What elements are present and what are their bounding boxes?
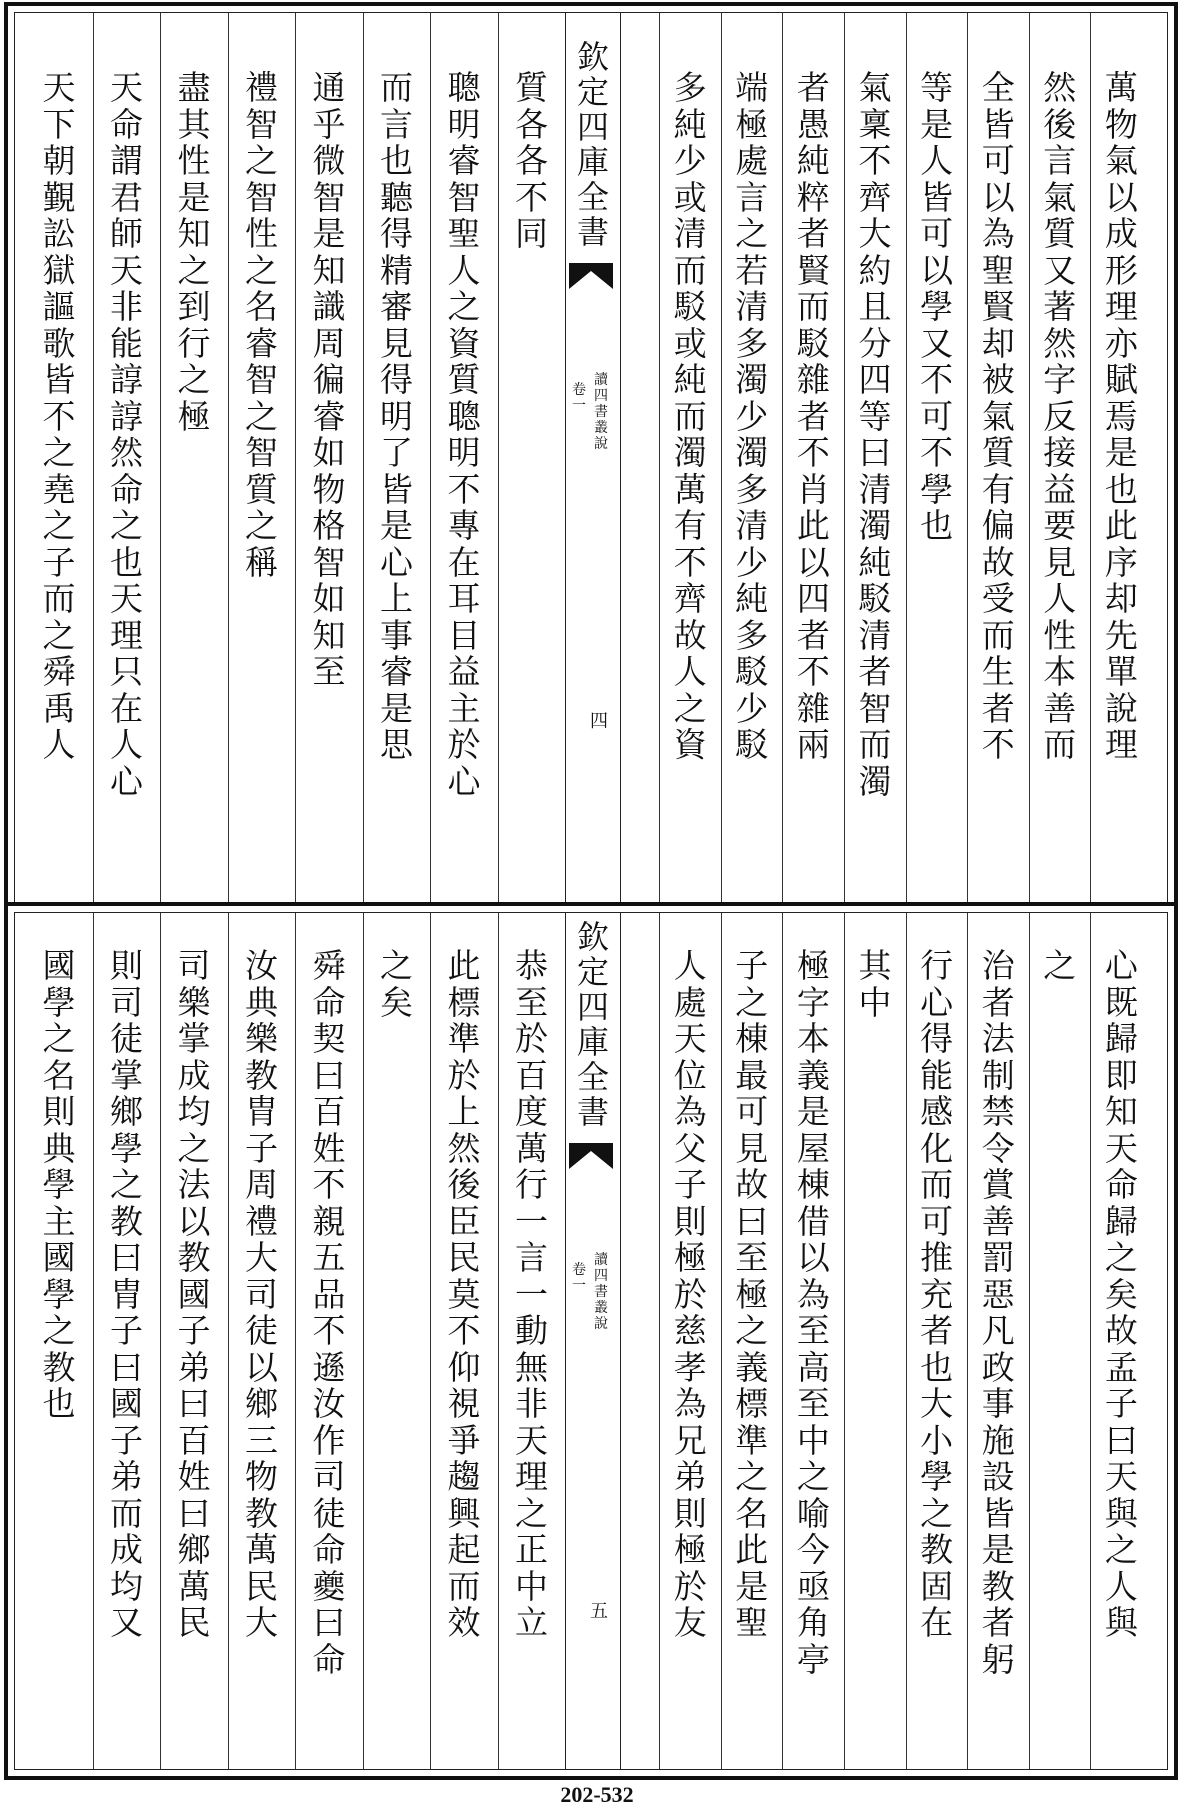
lower-text-column: 此 標 準 於 上 然 後 臣 民 莫 不 仰 視 爭 趨 興 起 而 效	[447, 946, 481, 1642]
upper-text-column: 聰 明 睿 智 聖 人 之 資 質 聰 明 不 專 在 耳 目 益 主 於 心	[447, 68, 481, 801]
upper-text-column: 盡 其 性 是 知 之 到 行 之 極	[177, 68, 211, 436]
lower-column-rule	[498, 913, 499, 1769]
lower-page	[4, 902, 1178, 1780]
lower-text-column: 極 字 本 義 是 屋 棟 借 以 為 至 高 至 中 之 喻 今 亟 角 亭	[796, 946, 830, 1679]
lower-text-column: 之 矣	[380, 946, 413, 1022]
lower-column-rule	[160, 913, 161, 1769]
upper-text-column: 者 愚 純 粹 者 賢 而 駁 雜 者 不 肖 此 以 四 者 不 雜 兩	[796, 68, 830, 764]
lower-text-column: 其 中	[858, 946, 892, 1022]
lower-column-rule	[721, 913, 722, 1769]
upper-running-title: 欽 定 四 庫 全 書	[576, 38, 609, 251]
lower-column-rule	[906, 913, 907, 1769]
lower-text-column: 則 司 徒 掌 鄉 學 之 教 曰 胄 子 曰 國 子 弟 而 成 均 又	[110, 946, 143, 1642]
lower-column-rule	[844, 913, 845, 1769]
upper-text-column: 端 極 處 言 之 若 清 多 濁 少 濁 多 清 少 純 多 駁 少 駁	[735, 68, 769, 764]
upper-text-column: 然 後 言 氣 質 又 著 然 字 反 接 益 要 見 人 性 本 善 而	[1043, 68, 1077, 764]
lower-column-rule	[295, 913, 296, 1769]
lower-text-column: 行 心 得 能 感 化 而 可 推 充 者 也 大 小 學 之 教 固 在	[920, 946, 954, 1642]
lower-page-number: 五	[590, 1601, 608, 1622]
upper-book-name: 讀 四 書 叢 說	[594, 372, 608, 452]
lower-text-column: 人 處 天 位 為 父 子 則 極 於 慈 孝 為 兄 弟 則 極 於 友	[673, 946, 707, 1642]
lower-column-rule	[967, 913, 968, 1769]
lower-text-column: 子 之 棟 最 可 見 故 曰 至 極 之 義 標 準 之 名 此 是 聖	[735, 946, 769, 1642]
lower-column-rule	[430, 913, 431, 1769]
lower-column-rule	[782, 913, 783, 1769]
upper-fish-tail-mark	[569, 263, 613, 289]
lower-juan: 卷 一	[572, 1262, 586, 1294]
lower-fish-tail-mark	[569, 1143, 613, 1169]
lower-text-column: 國 學 之 名 則 典 學 主 國 學 之 教 也	[42, 946, 76, 1423]
upper-text-column: 通 乎 微 智 是 知 識 周 徧 睿 如 物 格 智 如 知 至	[312, 68, 346, 691]
lower-column-rule	[93, 913, 94, 1769]
lower-book-name: 讀 四 書 叢 說	[594, 1252, 608, 1332]
upper-text-column: 禮 智 之 智 性 之 名 睿 智 之 智 質 之 稱	[245, 68, 278, 582]
upper-text-column: 質 各 各 不 同	[515, 68, 548, 253]
lower-center-column	[565, 913, 621, 1769]
lower-text-column: 心 既 歸 即 知 天 命 歸 之 矣 故 孟 子 曰 天 與 之 人 與	[1104, 946, 1138, 1642]
upper-juan: 卷 一	[572, 382, 586, 414]
lower-text-column: 治 者 法 制 禁 令 賞 善 罰 惡 凡 政 事 施 設 皆 是 教 者 躬	[981, 946, 1015, 1679]
lower-column-rule	[1029, 913, 1030, 1769]
upper-text-column: 而 言 也 聽 得 精 審 見 得 明 了 皆 是 心 上 事 睿 是 思	[380, 68, 413, 764]
lower-column-rule	[363, 913, 364, 1769]
lower-text-column: 司 樂 掌 成 均 之 法 以 教 國 子 弟 曰 百 姓 曰 鄉 萬 民	[177, 946, 211, 1642]
lower-text-column: 之	[1043, 946, 1077, 985]
upper-text-column: 萬 物 氣 以 成 形 理 亦 賦 焉 是 也 此 序 却 先 單 說 理	[1104, 68, 1138, 764]
catalog-page-number: 202-532	[560, 1782, 634, 1807]
upper-text-column: 天 命 謂 君 師 天 非 能 諄 諄 然 命 之 也 天 理 只 在 人 心	[110, 68, 143, 801]
lower-text-column: 舜 命 契 曰 百 姓 不 親 五 品 不 遜 汝 作 司 徒 命 夔 曰 命	[312, 946, 346, 1679]
upper-text-column: 多 純 少 或 清 而 駁 或 純 而 濁 萬 有 不 齊 故 人 之 資	[673, 68, 707, 764]
upper-text-column: 全 皆 可 以 為 聖 賢 却 被 氣 質 有 偏 故 受 而 生 者 不	[981, 68, 1015, 764]
lower-text-column: 汝 典 樂 教 胄 子 周 禮 大 司 徒 以 鄉 三 物 教 萬 民 大	[245, 946, 278, 1642]
lower-column-rule	[659, 913, 660, 1769]
upper-text-column: 等 是 人 皆 可 以 學 又 不 可 不 學 也	[920, 68, 954, 545]
upper-text-column: 氣 稟 不 齊 大 約 且 分 四 等 曰 清 濁 純 駁 清 者 智 而 濁	[858, 68, 892, 801]
upper-page-number: 四	[590, 711, 608, 732]
lower-column-rule	[228, 913, 229, 1769]
lower-column-rule	[1090, 913, 1091, 1769]
lower-page-frame	[14, 912, 1168, 1770]
lower-running-title: 欽 定 四 庫 全 書	[576, 918, 609, 1131]
upper-text-column: 天 下 朝 覲 訟 獄 謳 歌 皆 不 之 堯 之 子 而 之 舜 禹 人	[42, 68, 76, 764]
lower-text-column: 恭 至 於 百 度 萬 行 一 言 一 動 無 非 天 理 之 正 中 立	[515, 946, 548, 1642]
